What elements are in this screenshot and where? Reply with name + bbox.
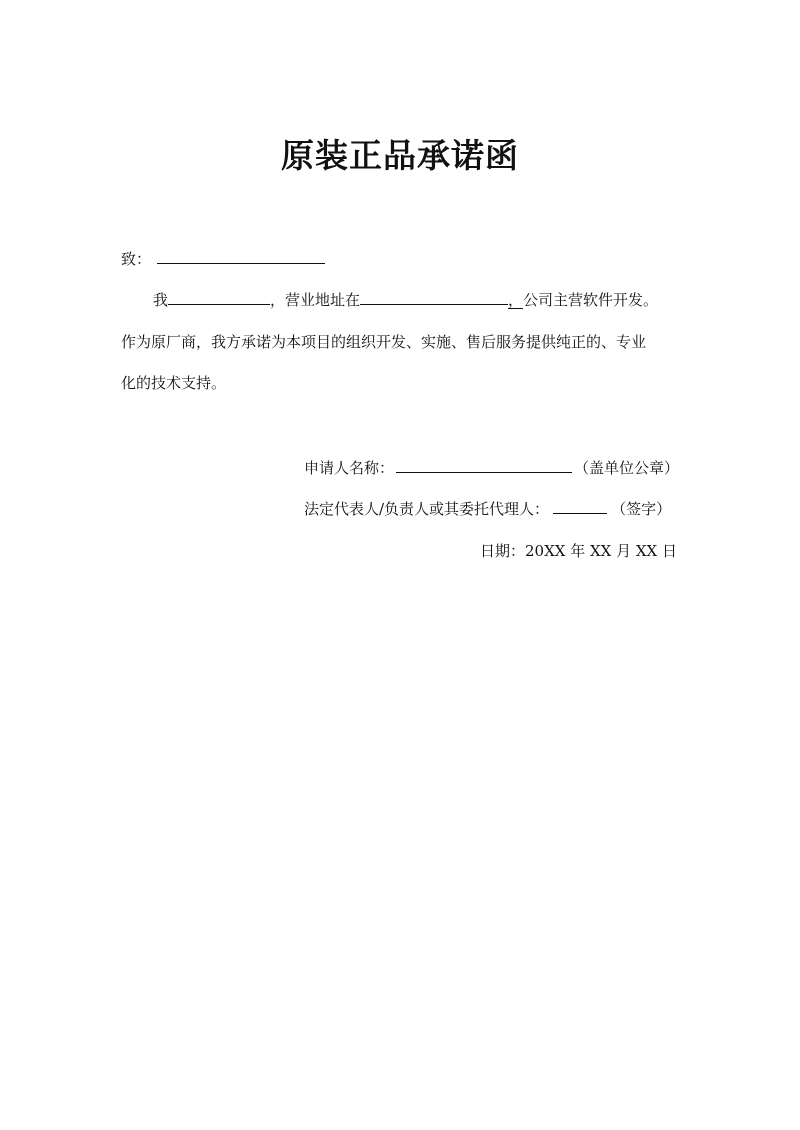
business-address-blank[interactable] — [360, 290, 508, 305]
applicant-name-blank[interactable] — [396, 458, 572, 473]
address-comma: ， — [508, 291, 524, 309]
body-prefix: 我 — [153, 291, 169, 309]
body-line-3: 化的技术支持。 — [121, 374, 227, 392]
body-line-2: 作为原厂商，我方承诺为本项目的组织开发、实施、售后服务提供纯正的、专业 — [121, 333, 647, 351]
addressee-label: 致： — [121, 250, 152, 268]
date-line: 日期：20XX 年 XX 月 XX 日 — [480, 542, 678, 560]
addressee-blank[interactable] — [157, 249, 325, 264]
representative-signature-blank[interactable] — [553, 499, 607, 514]
document-title: 原装正品承诺函 — [281, 136, 519, 175]
body-line-1 — [153, 290, 658, 310]
signature-note: （签字） — [611, 500, 672, 518]
body-address-label: ，营业地址在 — [270, 291, 361, 309]
company-name-blank[interactable] — [168, 290, 270, 305]
representative-label: 法定代表人/负责人或其委托代理人： — [304, 500, 550, 518]
body-business-scope: 公司主营软件开发。 — [523, 291, 659, 309]
addressee-line — [121, 249, 325, 269]
applicant-line — [304, 458, 679, 478]
applicant-label: 申请人名称： — [304, 459, 395, 477]
representative-line — [304, 499, 671, 519]
seal-note: （盖单位公章） — [574, 459, 680, 477]
